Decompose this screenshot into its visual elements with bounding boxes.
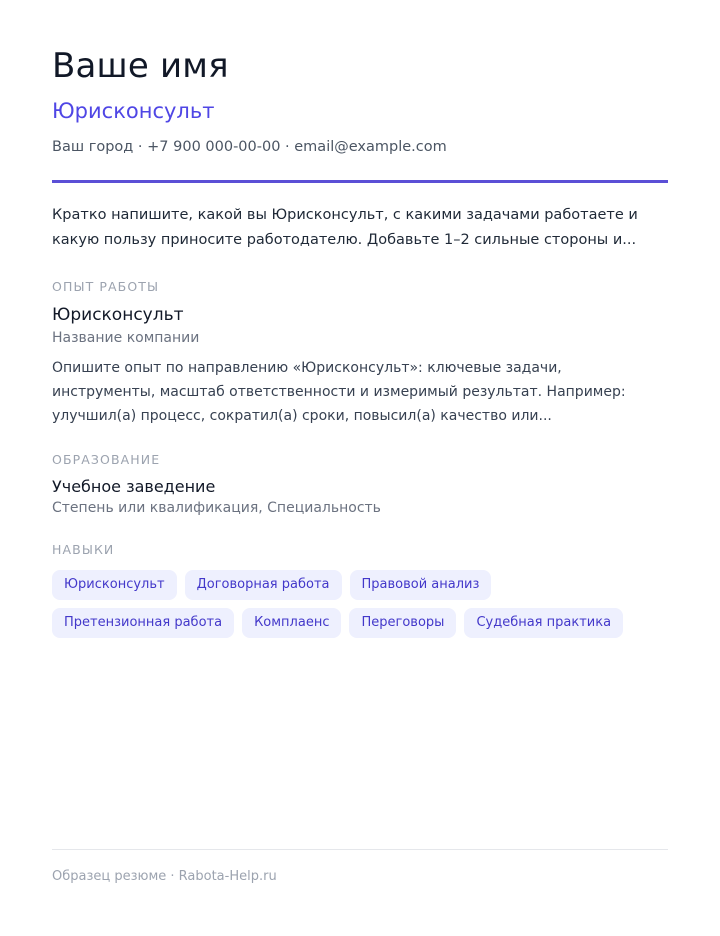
company-name: Название компании	[52, 330, 200, 346]
skill-chip: Юрисконсульт	[52, 570, 177, 600]
experience-section-label: ОПЫТ РАБОТЫ	[52, 279, 160, 294]
skills-list	[52, 570, 668, 638]
education-section-label: ОБРАЗОВАНИЕ	[52, 452, 161, 467]
job-title: Юрисконсульт	[52, 305, 184, 325]
contact-line: Ваш город · +7 900 000-00-00 · email@example.com	[52, 139, 447, 155]
skill-chip: Переговоры	[349, 608, 456, 638]
header-divider	[52, 180, 668, 183]
skill-chip: Претензионная работа	[52, 608, 234, 638]
skill-chip: Комплаенс	[242, 608, 341, 638]
skill-chip: Правовой анализ	[350, 570, 492, 600]
job-description: Опишите опыт по направлению «Юрисконсульт»: ключевые задачи, инструменты, масштаб ответственности и измеримый результат. Например: улучшил(а) процесс, сократил(а) сроки, повысил(а) качество или...	[52, 360, 626, 424]
skills-section-label: НАВЫКИ	[52, 542, 115, 557]
footer-text: Образец резюме · Rabota-Help.ru	[52, 869, 277, 884]
desired-position: Юрисконсульт	[52, 99, 215, 123]
footer-divider	[52, 849, 668, 850]
skill-chip: Судебная практика	[464, 608, 623, 638]
school-name: Учебное заведение	[52, 477, 216, 496]
summary-text: Кратко напишите, какой вы Юрисконсульт, с какими задачами работаете и какую пользу приносите работодателю. Добавьте 1–2 сильные стороны и...	[52, 207, 638, 248]
candidate-name: Ваше имя	[52, 46, 229, 86]
degree-text: Степень или квалификация, Специальность	[52, 500, 381, 516]
skill-chip: Договорная работа	[185, 570, 342, 600]
